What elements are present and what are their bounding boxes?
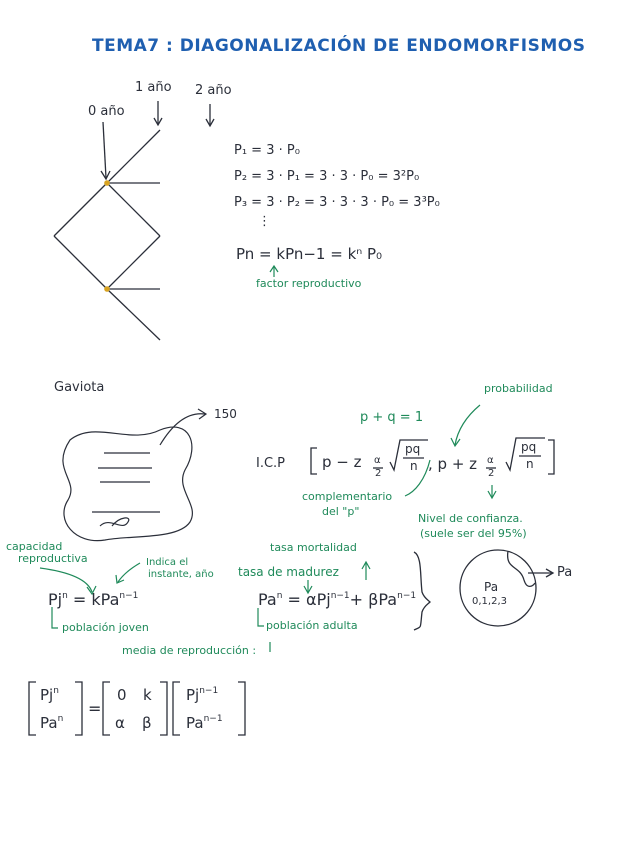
note-tasa-mortalidad: tasa mortalidad (270, 541, 357, 554)
tree-branch (107, 289, 160, 340)
gaviota-title: Gaviota (54, 380, 105, 395)
note-media-reproduccion: media de reproducción : (122, 644, 257, 657)
icp-right-term: , p + z (428, 455, 478, 473)
bracket-right (548, 440, 554, 474)
matrix-right-top (186, 686, 218, 704)
matrix-right-bottom (186, 714, 223, 732)
matrix-left-bottom-symbol: Pa (40, 714, 58, 732)
label-year-0: 0 año (88, 104, 125, 119)
matrix-left-top-sup: n (53, 686, 59, 696)
matrix-left-bottom (40, 714, 63, 732)
pj-sup: n (62, 591, 68, 601)
matrix-right-top-sup: n−1 (199, 686, 219, 696)
equation-pn: Pn = kPn−1 = kⁿ P₀ (236, 245, 383, 263)
pa-rhs2-sup: n−1 (397, 591, 417, 601)
matrix-m01: k (143, 686, 152, 704)
note-complementario: complementario (302, 490, 393, 503)
bracket (160, 682, 167, 735)
population-circle (460, 550, 553, 626)
label-year-1: 1 año (135, 80, 172, 95)
pa-symbol: Pa (258, 590, 277, 609)
page-title: TEMA7 : DIAGONALIZACIÓN DE ENDOMORFISMOS (92, 36, 586, 56)
note-indica-el: Indica el (146, 557, 189, 568)
tree-branch (107, 183, 160, 236)
tree-node (104, 180, 110, 186)
equation-p3: P₃ = 3 · P₂ = 3 · 3 · 3 · P₀ = 3³P₀ (234, 195, 440, 210)
circle-label-pa: Pa (557, 565, 573, 580)
icp-frac-den-left: n (410, 459, 418, 473)
note-tasa-madurez: tasa de madurez (238, 565, 339, 579)
icp-left-term: p − z (322, 453, 362, 471)
circle-values: 0,1,2,3 (472, 596, 507, 607)
reproduction-tree (54, 101, 214, 340)
matrix-right-bottom-symbol: Pa (186, 714, 204, 732)
matrix-m10: α (115, 714, 125, 732)
matrix-right-bottom-sup: n−1 (203, 714, 223, 724)
matrix-right-top-symbol: Pj (186, 686, 200, 704)
note-poblacion-joven: población joven (62, 621, 149, 634)
icp-alpha-left: α (374, 455, 381, 466)
indica-arrow (118, 563, 140, 582)
icp-frac-num-right: pq (521, 440, 537, 454)
note-reproductiva: reproductiva (18, 552, 88, 565)
bracket (238, 682, 245, 735)
icp-two-right: 2 (488, 468, 495, 479)
pa-sup: n (276, 591, 283, 601)
pj-symbol: Pj (48, 590, 63, 609)
label-year-2: 2 año (195, 83, 232, 98)
tree-branch (54, 183, 107, 236)
blob-outline (63, 427, 192, 541)
pa-rhs: = αPj (287, 590, 331, 609)
matrix-left-top-symbol: Pj (40, 686, 54, 704)
tree-branch (107, 236, 160, 289)
bracket-left (311, 448, 317, 474)
note-capacidad: capacidad (6, 540, 63, 553)
joven-arrow (52, 607, 58, 628)
arrow-0-year (103, 122, 106, 178)
note-nivel-confianza: Nivel de confianza. (418, 512, 523, 525)
matrix-equals: = (88, 699, 102, 718)
bracket (173, 682, 180, 735)
note-probabilidad: probabilidad (484, 382, 553, 395)
note-factor-reproductivo: factor reproductivo (256, 277, 362, 290)
equation-pj (48, 590, 138, 609)
matrix-left-top (40, 686, 59, 704)
pj-rhs: = kPa (72, 590, 120, 609)
tree-branch (107, 130, 160, 183)
matrix-left-bottom-sup: n (57, 714, 64, 724)
gaviota-blob (63, 409, 206, 541)
probabilidad-arrow (455, 405, 480, 445)
bracket (103, 682, 110, 735)
note-suele: (suele ser del 95%) (420, 527, 527, 540)
note-del-p: del "p" (322, 505, 360, 518)
bracket (75, 682, 82, 735)
gaviota-count: 150 (214, 407, 237, 421)
equation-p1: P₁ = 3 · P₀ (234, 143, 300, 158)
equation-dots: ⋮ (258, 214, 271, 229)
capacidad-arrow (40, 568, 92, 592)
blob-scribble (100, 518, 129, 526)
icp-label: I.C.P (256, 456, 286, 471)
matrix-m11: β (142, 714, 152, 732)
icp-alpha-right: α (487, 455, 494, 466)
circle-inner-pa: Pa (484, 580, 499, 594)
pa-rhs-sup: n−1 (330, 591, 350, 601)
note-p-plus-q: p + q = 1 (360, 410, 424, 425)
pj-rhs-sup: n−1 (119, 591, 139, 601)
icp-frac-den-right: n (526, 457, 534, 471)
note-instante: instante, año (148, 569, 214, 580)
tree-node (104, 286, 110, 292)
tree-branch (54, 236, 107, 289)
equation-p2: P₂ = 3 · P₁ = 3 · 3 · P₀ = 3²P₀ (234, 169, 420, 184)
bracket (29, 682, 36, 735)
adulta-arrow (258, 608, 264, 626)
equation-pa (258, 590, 416, 609)
icp-frac-num-left: pq (405, 442, 421, 456)
pa-rhs2: + βPa (349, 590, 398, 609)
matrix-m00: 0 (117, 686, 127, 704)
note-poblacion-adulta: población adulta (266, 619, 358, 632)
curly-brace (414, 552, 430, 630)
icp-two-left: 2 (375, 468, 382, 479)
